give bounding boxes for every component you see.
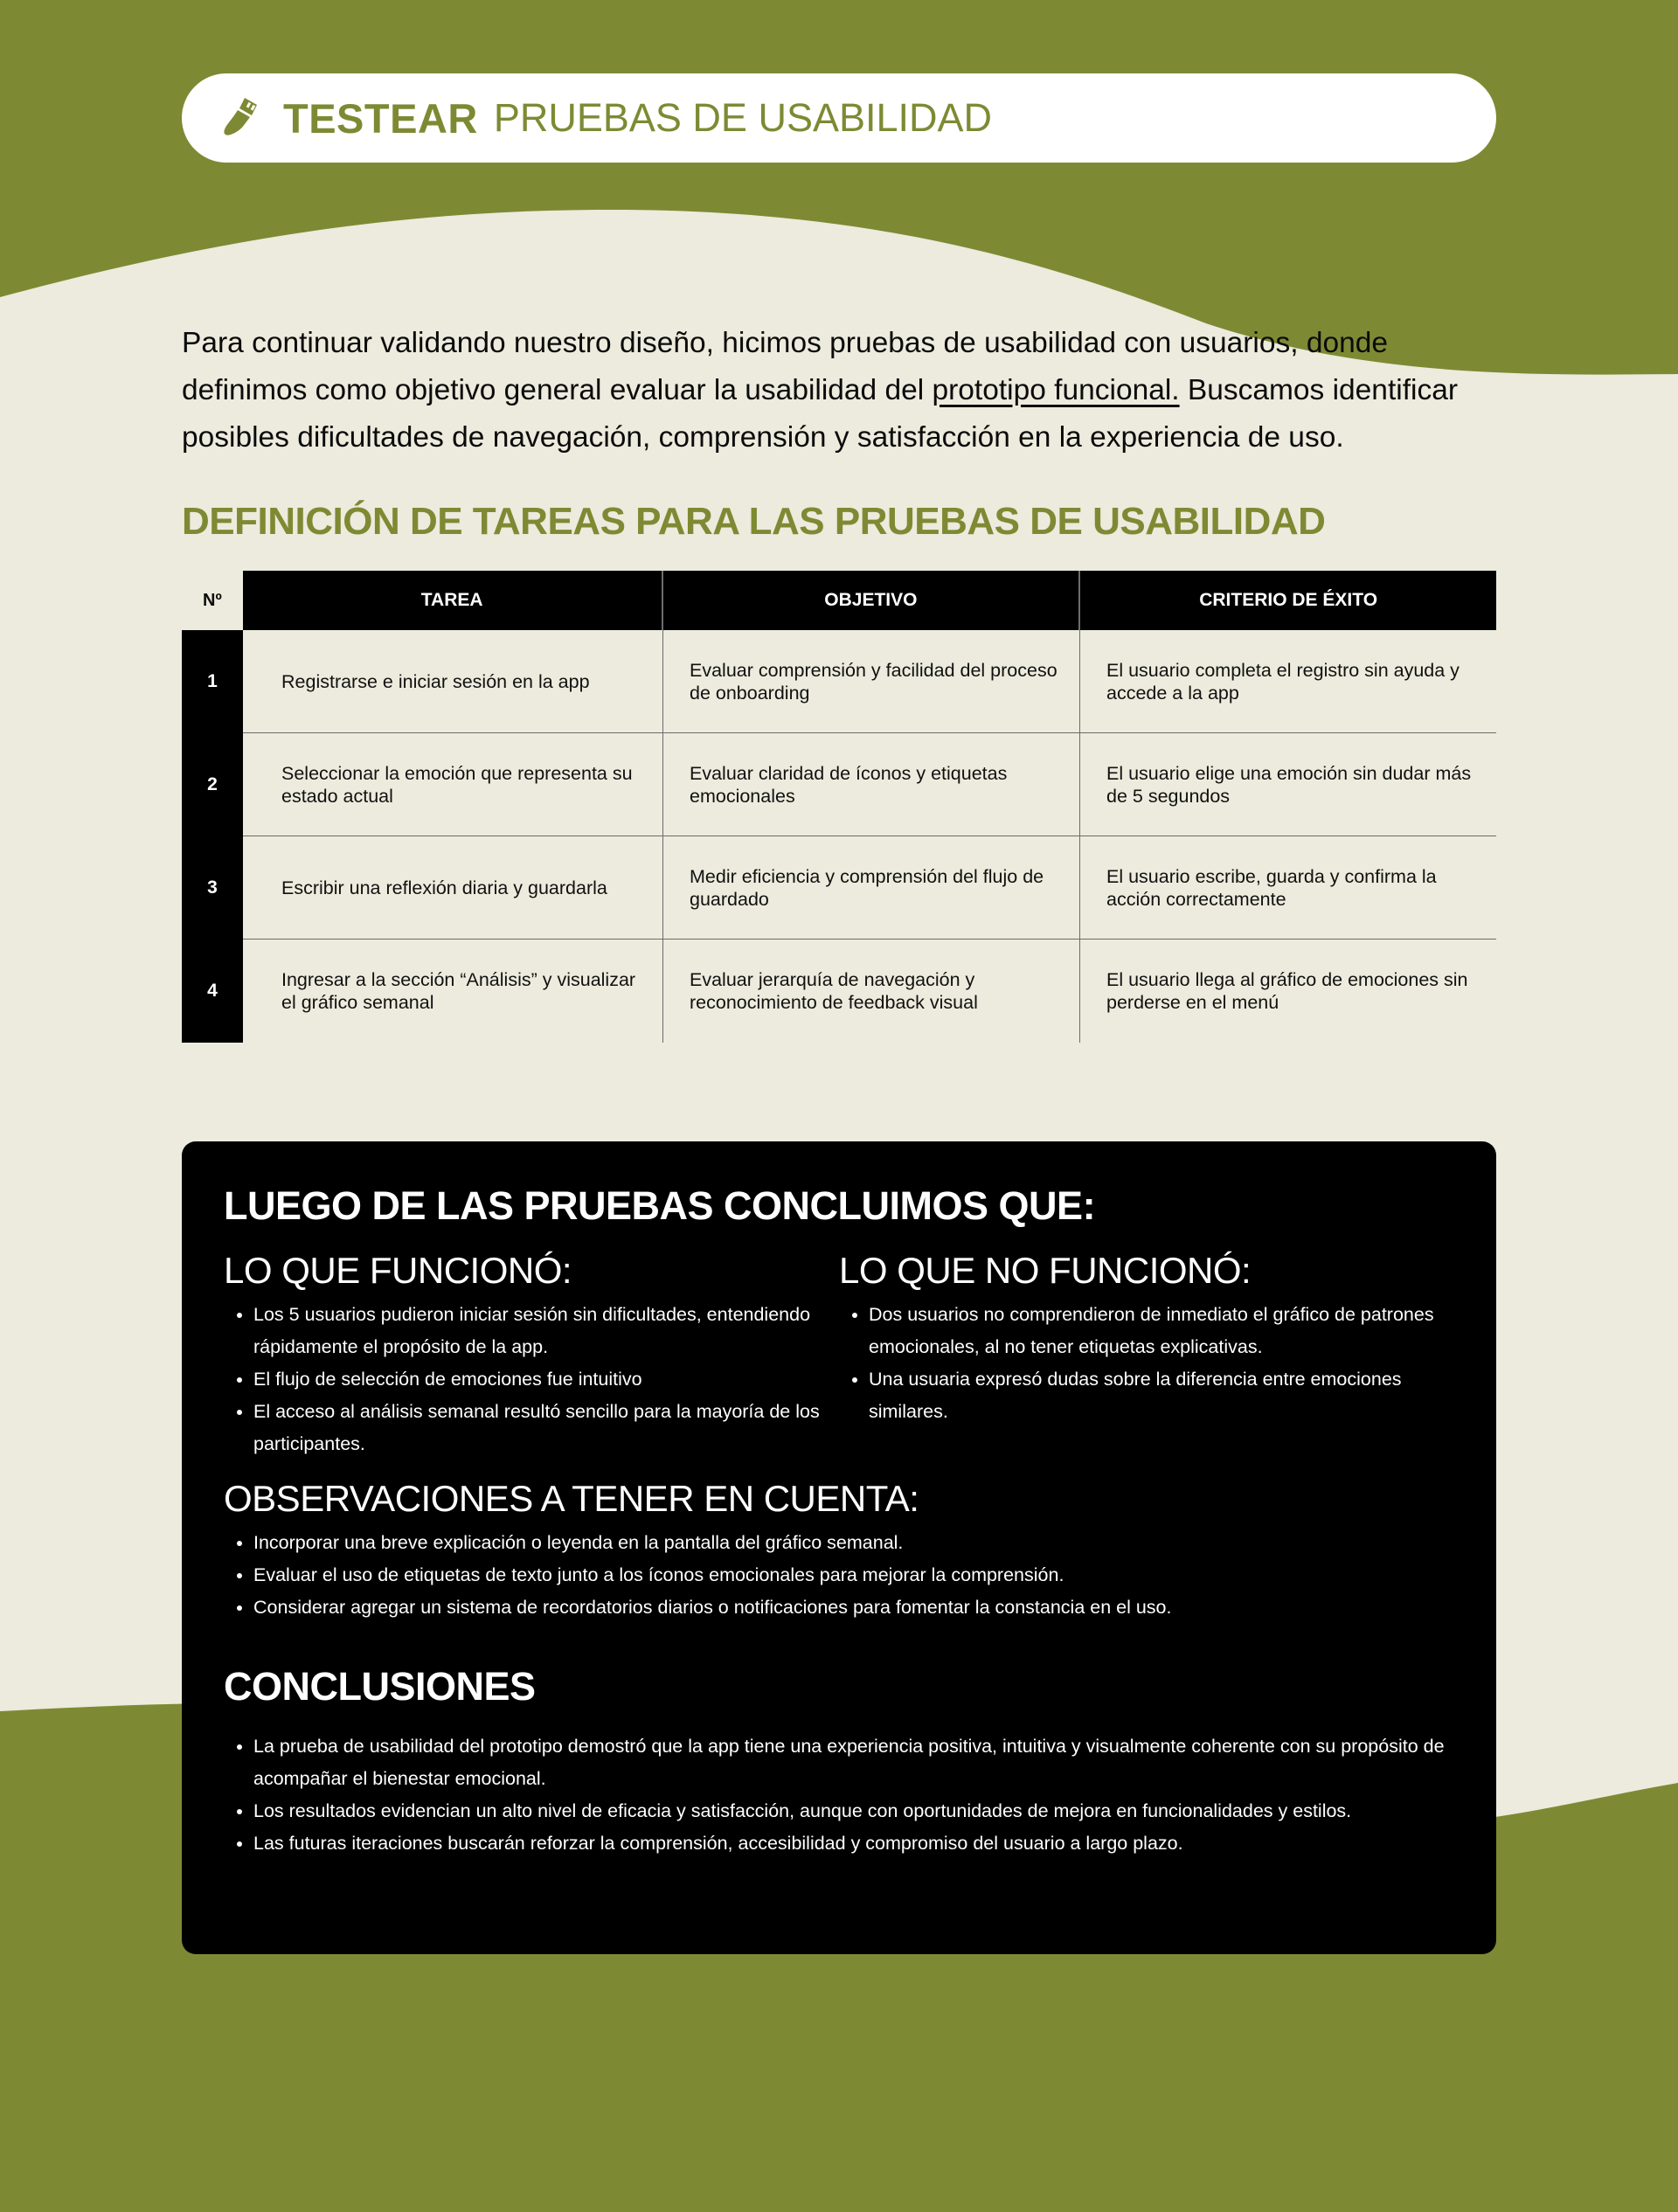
list-item: • El acceso al análisis semanal resultó sencillo para la mayoría de los participantes.	[253, 1396, 839, 1460]
observations-section	[224, 1478, 1454, 1624]
objective-cell: Evaluar jerarquía de navegación y reconocimiento de feedback visual	[662, 940, 1079, 1043]
table-row	[182, 836, 1496, 940]
criterion-cell: El usuario elige una emoción sin dudar más de 5 segundos	[1079, 733, 1496, 836]
intro-link[interactable]: prototipo funcional.	[932, 374, 1180, 406]
task-cell: Ingresar a la sección “Análisis” y visualizar el gráfico semanal	[281, 969, 636, 1013]
brush-icon	[218, 94, 266, 142]
objective-cell: Medir eficiencia y comprensión del flujo de guardado	[662, 836, 1079, 940]
worked-list	[224, 1299, 839, 1460]
list-item: • Los 5 usuarios pudieron iniciar sesión sin dificultades, entendiendo rápidamente el propósito de la app.	[253, 1299, 839, 1363]
worked-column	[224, 1250, 839, 1460]
list-item: • Considerar agregar un sistema de recordatorios diarios o notificaciones para fomentar la constancia en el uso.	[253, 1591, 1454, 1624]
list-item: • Dos usuarios no comprendieron de inmediato el gráfico de patrones emocionales, al no tener etiquetas explicativas.	[869, 1299, 1454, 1363]
criterion-cell: El usuario escribe, guarda y confirma la acción correctamente	[1079, 836, 1496, 940]
table-row	[182, 940, 1496, 1043]
header-objective: OBJETIVO	[662, 571, 1079, 630]
tasks-table	[182, 571, 1496, 1043]
list-item: • Las futuras iteraciones buscarán reforzar la comprensión, accesibilidad y compromiso del usuario a largo plazo.	[253, 1827, 1454, 1860]
section-title: DEFINICIÓN DE TAREAS PARA LAS PRUEBAS DE USABILIDAD	[182, 500, 1326, 543]
list-item: • El flujo de selección de emociones fue intuitivo	[253, 1363, 839, 1396]
list-item: • Los resultados evidencian un alto nivel de eficacia y satisfacción, aunque con oportunidades de mejora en funcionalidades y estilos.	[253, 1795, 1454, 1827]
header-subtitle: PRUEBAS DE USABILIDAD	[493, 95, 993, 140]
criterion-cell: El usuario completa el registro sin ayuda y accede a la app	[1079, 630, 1496, 733]
observations-title: OBSERVACIONES A TENER EN CUENTA:	[224, 1478, 919, 1519]
conclusions-section	[224, 1664, 1454, 1860]
results-card	[182, 1141, 1496, 1954]
row-number: 1	[182, 630, 243, 733]
not-worked-list	[839, 1299, 1454, 1428]
header-criterion: CRITERIO DE ÉXITO	[1078, 571, 1496, 630]
task-cell: Seleccionar la emoción que representa su estado actual	[243, 733, 662, 836]
list-item: • Evaluar el uso de etiquetas de texto junto a los íconos emocionales para mejorar la comprensión.	[253, 1559, 1454, 1591]
intro-paragraph	[182, 320, 1501, 461]
list-item: • Incorporar una breve explicación o leyenda en la pantalla del gráfico semanal.	[253, 1527, 1454, 1559]
criterion-cell: El usuario llega al gráfico de emociones sin perderse en el menú	[1079, 940, 1496, 1043]
not-worked-column	[839, 1250, 1454, 1460]
conclusions-list	[224, 1730, 1454, 1860]
observations-list	[224, 1527, 1454, 1624]
table-row	[182, 630, 1496, 733]
objective-cell: Evaluar comprensión y facilidad del proceso de onboarding	[662, 630, 1079, 733]
task-cell: Escribir una reflexión diaria y guardarla	[243, 836, 662, 940]
row-number: 2	[182, 733, 243, 836]
not-worked-title: LO QUE NO FUNCIONÓ:	[839, 1250, 1252, 1291]
list-item: • La prueba de usabilidad del prototipo demostró que la app tiene una experiencia positiva, intuitiva y visualmente coherente con su propósito de acompañar el bienestar emocional.	[253, 1730, 1454, 1795]
intro-text-before: Para continuar validando nuestro diseño, hicimos pruebas de usabilidad con usuarios, donde definimos como objetivo general evaluar la usabilidad del	[182, 327, 1388, 406]
header-number: Nº	[203, 590, 222, 610]
table-row	[182, 733, 1496, 836]
task-cell: Registrarse e iniciar sesión en la app	[243, 630, 662, 733]
header-bar	[182, 73, 1496, 163]
intro-text-after: Buscamos identificar posibles dificultades de navegación, comprensión y satisfacción en la experiencia de uso.	[182, 374, 1458, 454]
conclusions-title: CONCLUSIONES	[224, 1664, 536, 1709]
row-number: 3	[182, 836, 243, 940]
header-task: TAREA	[243, 571, 662, 630]
results-columns	[224, 1250, 1454, 1460]
objective-cell: Evaluar claridad de íconos y etiquetas emocionales	[662, 733, 1079, 836]
results-title: LUEGO DE LAS PRUEBAS CONCLUIMOS QUE:	[224, 1183, 1096, 1228]
table-header-row	[182, 571, 1496, 630]
worked-title: LO QUE FUNCIONÓ:	[224, 1250, 572, 1291]
list-item: • Una usuaria expresó dudas sobre la diferencia entre emociones similares.	[869, 1363, 1454, 1428]
row-number: 4	[182, 940, 243, 1043]
header-title: TESTEAR	[283, 94, 478, 142]
